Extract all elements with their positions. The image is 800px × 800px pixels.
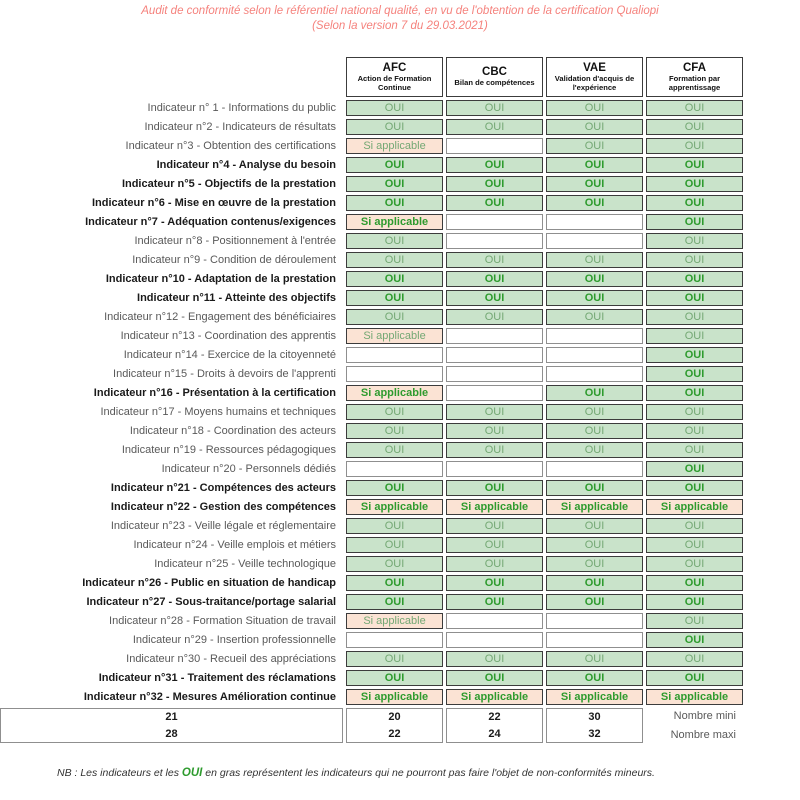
value-cell: OUI [546,423,643,439]
title-line-1: Audit de conformité selon le référentiel national qualité, en vu de l'obtention de la certification Qualiopi [141,5,659,17]
value-cell: OUI [346,119,443,135]
value-cell: OUI [446,309,543,325]
value-cell: OUI [646,366,743,382]
value-cell: OUI [646,423,743,439]
value-cell: OUI [546,176,643,192]
value-cell: OUI [346,651,443,667]
value-cell: OUI [646,252,743,268]
value-cell: OUI [646,347,743,363]
value-cell: OUI [346,556,443,572]
value-cell: OUI [546,385,643,401]
totals-mini-value: 22 [488,711,501,724]
indicator-label: Indicateur n°19 - Ressources pédagogiques [121,444,336,456]
indicator-label: Indicateur n°18 - Coordination des acteurs [129,425,336,437]
value-cell [546,214,643,230]
value-cell: Si applicable [646,499,743,515]
value-cell [546,233,643,249]
value-cell: Si applicable [346,214,443,230]
value-cell: OUI [346,176,443,192]
totals-cell [0,708,343,743]
value-cell: Si applicable [346,385,443,401]
value-cell: OUI [446,480,543,496]
value-cell [446,347,543,363]
value-cell: OUI [646,670,743,686]
totals-maxi-value: 32 [588,727,601,740]
totals-mini-value: 30 [588,711,601,724]
totals-mini-label: Nombre mini [673,710,736,722]
value-cell: OUI [546,404,643,420]
value-cell: OUI [346,233,443,249]
value-cell: OUI [346,100,443,116]
value-cell: OUI [646,290,743,306]
column-subtitle: Bilan de compétences [454,78,535,88]
value-cell: OUI [546,556,643,572]
value-cell [446,214,543,230]
indicator-label: Indicateur n°29 - Insertion professionnelle [132,634,336,646]
value-cell [546,347,643,363]
value-cell [546,328,643,344]
indicator-label: Indicateur n°4 - Analyse du besoin [156,159,336,171]
totals-maxi-label: Nombre maxi [670,729,736,741]
value-cell: Si applicable [346,328,443,344]
value-cell [446,328,543,344]
value-cell: OUI [546,575,643,591]
value-cell: OUI [546,309,643,325]
value-cell: OUI [646,328,743,344]
value-cell: OUI [646,556,743,572]
value-cell: OUI [646,480,743,496]
value-cell: OUI [646,100,743,116]
value-cell: OUI [546,594,643,610]
value-cell: OUI [446,423,543,439]
value-cell: OUI [346,518,443,534]
indicator-label: Indicateur n°17 - Moyens humains et techniques [100,406,336,418]
column-subtitle: Validation d'acquis de l'expérience [554,73,635,92]
indicator-label: Indicateur n°22 - Gestion des compétences [110,501,336,513]
value-cell: Si applicable [446,499,543,515]
value-cell: OUI [646,594,743,610]
value-cell: OUI [646,214,743,230]
column-subtitle: Action de Formation Continue [357,73,432,92]
value-cell: OUI [346,480,443,496]
value-cell: Si applicable [546,499,643,515]
value-cell: OUI [546,119,643,135]
value-cell [546,613,643,629]
value-cell: OUI [646,119,743,135]
value-cell: OUI [646,537,743,553]
footnote [57,767,757,779]
indicator-label: Indicateur n°30 - Recueil des appréciations [126,653,336,665]
value-cell: OUI [546,138,643,154]
indicator-label: Indicateur n°6 - Mise en œuvre de la prestation [91,197,336,209]
indicator-label: Indicateur n°23 - Veille légale et réglementaire [110,520,336,532]
value-cell: Si applicable [346,499,443,515]
indicator-label: Indicateur n°11 - Atteinte des objectifs [137,292,336,304]
value-cell [546,461,643,477]
indicator-label: Indicateur n°24 - Veille emplois et métiers [133,539,336,551]
value-cell: OUI [346,575,443,591]
value-cell: OUI [446,290,543,306]
value-cell [546,366,643,382]
value-cell: OUI [546,518,643,534]
value-cell: OUI [446,119,543,135]
value-cell [346,347,443,363]
value-cell: OUI [446,651,543,667]
indicator-label: Indicateur n°5 - Objectifs de la prestation [121,178,336,190]
value-cell: OUI [546,480,643,496]
value-cell: OUI [646,518,743,534]
value-cell: Si applicable [646,689,743,705]
value-cell: OUI [446,442,543,458]
value-cell: OUI [346,309,443,325]
footnote-prefix: NB : Les indicateurs et les [57,767,182,779]
value-cell: OUI [646,271,743,287]
footnote-oui-highlight: OUI [181,767,203,779]
value-cell: OUI [546,651,643,667]
value-cell: OUI [446,670,543,686]
totals-mini-value: 20 [388,711,401,724]
value-cell: OUI [346,271,443,287]
indicator-label: Indicateur n°26 - Public en situation de handicap [82,577,336,589]
title-line-2: (Selon la version 7 du 29.03.2021) [312,20,488,32]
value-cell: OUI [546,537,643,553]
indicator-label: Indicateur n°27 - Sous-traitance/portage salarial [86,596,336,608]
value-cell: Si applicable [346,689,443,705]
value-cell: OUI [646,233,743,249]
value-cell: OUI [546,442,643,458]
table-corner [0,57,343,97]
column-code: CFA [683,61,706,74]
value-cell: OUI [346,442,443,458]
indicator-label: Indicateur n°28 - Formation Situation de travail [109,615,336,627]
value-cell [546,632,643,648]
indicator-label: Indicateur n°25 - Veille technologique [154,558,336,570]
value-cell: OUI [346,404,443,420]
value-cell: OUI [546,252,643,268]
value-cell: OUI [346,290,443,306]
totals-cell [546,708,643,743]
value-cell: OUI [646,176,743,192]
value-cell [446,385,543,401]
totals-cell [346,708,443,743]
value-cell: OUI [546,157,643,173]
indicator-label: Indicateur n°12 - Engagement des bénéficiaires [104,311,336,323]
value-cell [446,613,543,629]
value-cell: OUI [646,442,743,458]
indicator-label: Indicateur n°13 - Coordination des apprentis [120,330,336,342]
value-cell: OUI [446,556,543,572]
value-cell: OUI [446,594,543,610]
value-cell: OUI [446,176,543,192]
value-cell [446,233,543,249]
value-cell: OUI [346,195,443,211]
value-cell: OUI [446,404,543,420]
value-cell: OUI [546,195,643,211]
value-cell: OUI [646,404,743,420]
value-cell: OUI [646,385,743,401]
value-cell: OUI [546,100,643,116]
footnote-suffix: en gras représentent les indicateurs qui ne pourront pas faire l'objet de non-conformités mineurs. [202,767,655,779]
value-cell: OUI [646,461,743,477]
totals-cell [446,708,543,743]
value-cell: OUI [646,157,743,173]
audit-table [0,57,743,743]
value-cell: OUI [646,575,743,591]
indicator-label: Indicateur n°32 - Mesures Amélioration continue [83,691,336,703]
value-cell: Si applicable [446,689,543,705]
totals-maxi-value: 28 [165,727,178,740]
indicator-label: Indicateur n°20 - Personnels dédiés [161,463,336,475]
value-cell: OUI [646,195,743,211]
value-cell [346,632,443,648]
value-cell: OUI [446,195,543,211]
column-subtitle: Formation par apprentissage [668,73,721,92]
indicator-label: Indicateur n°7 - Adéquation contenus/exigences [85,216,336,228]
indicator-label: Indicateur n°3 - Obtention des certifications [125,140,336,152]
value-cell: Si applicable [346,613,443,629]
column-header-vae [546,57,643,97]
totals-maxi-value: 22 [388,727,401,740]
value-cell: OUI [446,537,543,553]
indicator-label: Indicateur n° 1 - Informations du public [147,102,336,114]
value-cell: OUI [646,632,743,648]
value-cell: OUI [446,100,543,116]
value-cell [346,366,443,382]
indicator-label: Indicateur n°31 - Traitement des réclamations [98,672,336,684]
value-cell: OUI [646,309,743,325]
value-cell: OUI [446,271,543,287]
value-cell: OUI [446,252,543,268]
value-cell: OUI [446,575,543,591]
indicator-label: Indicateur n°2 - Indicateurs de résultats [144,121,336,133]
value-cell: OUI [346,537,443,553]
indicator-label: Indicateur n°14 - Exercice de la citoyenneté [123,349,336,361]
value-cell: OUI [346,252,443,268]
value-cell [446,632,543,648]
column-code: CBC [482,66,507,79]
value-cell: OUI [446,157,543,173]
indicator-label: Indicateur n°15 - Droits à devoirs de l'apprenti [113,368,336,380]
indicator-label: Indicateur n°21 - Compétences des acteurs [110,482,336,494]
column-header-cfa [646,57,743,97]
value-cell: OUI [446,518,543,534]
column-code: VAE [583,61,606,74]
column-code: AFC [382,61,407,74]
value-cell: OUI [346,594,443,610]
indicator-label: Indicateur n°8 - Positionnement à l'entrée [134,235,336,247]
page-title [0,4,800,34]
value-cell: OUI [346,157,443,173]
value-cell: OUI [546,290,643,306]
totals-maxi-value: 24 [488,727,501,740]
value-cell: Si applicable [546,689,643,705]
value-cell: OUI [546,271,643,287]
value-cell: OUI [646,651,743,667]
column-header-cbc [446,57,543,97]
indicator-label: Indicateur n°16 - Présentation à la certification [93,387,336,399]
indicator-label: Indicateur n°10 - Adaptation de la prestation [105,273,336,285]
value-cell: OUI [546,670,643,686]
totals-mini-value: 21 [165,711,178,724]
value-cell: OUI [346,423,443,439]
value-cell: OUI [646,138,743,154]
value-cell: OUI [346,670,443,686]
value-cell [446,138,543,154]
indicator-label: Indicateur n°9 - Condition de déroulement [132,254,336,266]
value-cell: OUI [646,613,743,629]
value-cell [346,461,443,477]
value-cell [446,366,543,382]
column-header-afc [346,57,443,97]
value-cell [446,461,543,477]
value-cell: Si applicable [346,138,443,154]
